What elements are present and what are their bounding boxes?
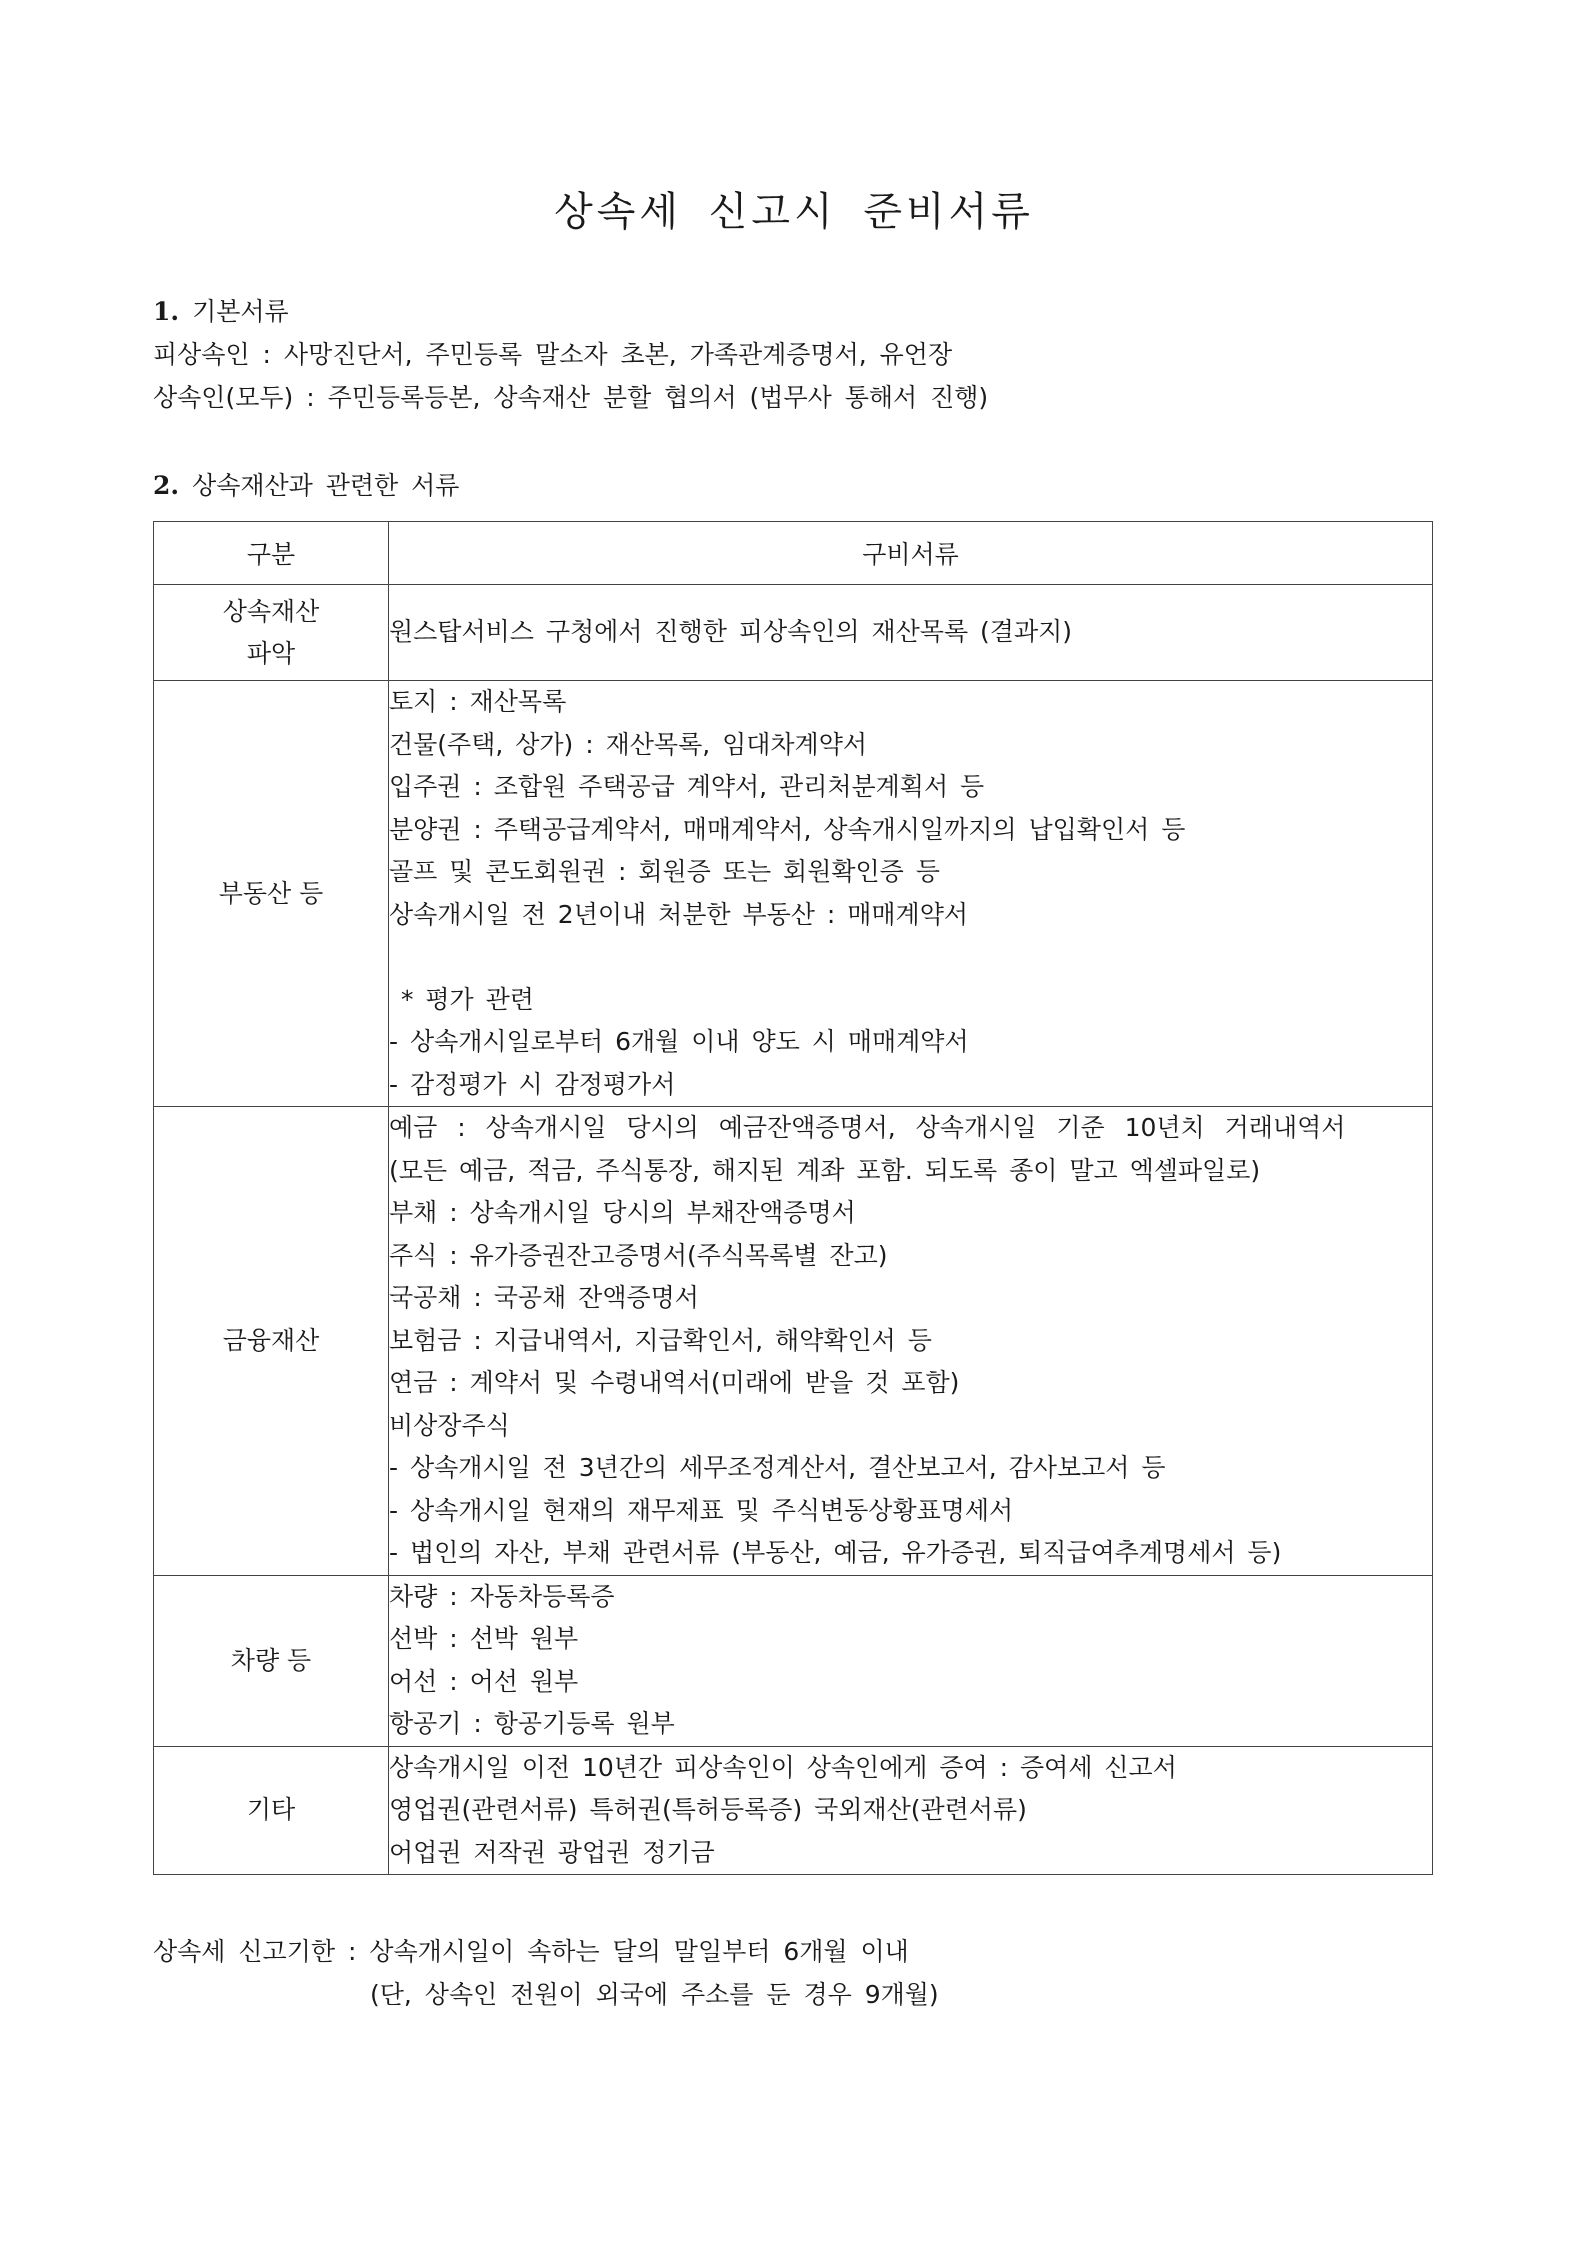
document-item: 항공기 : 항공기등록 원부 <box>389 1709 675 1738</box>
document-item: 건물(주택, 상가) : 재산목록, 임대차계약서 <box>389 729 868 759</box>
document-item: 선박 : 선박 원부 <box>389 1624 579 1653</box>
table-row <box>154 1575 1433 1746</box>
category-line: 차량 등 <box>230 1645 312 1675</box>
table-row <box>154 681 1433 1107</box>
document-item: 연금 : 계약서 및 수령내역서(미래에 받을 것 포함) <box>389 1368 960 1397</box>
row-documents <box>389 681 1433 1107</box>
section1-heading <box>153 292 289 328</box>
document-item: 토지 : 재산목록 <box>389 687 567 716</box>
section1-line-heirs: 상속인(모두) : 주민등록등본, 상속재산 분할 협의서 (법무사 통해서 진행) <box>153 383 989 412</box>
document-item: 상속개시일 이전 10년간 피상속인이 상속인에게 증여 : 증여세 신고서 <box>389 1752 1177 1782</box>
document-item: - 법인의 자산, 부채 관련서류 (부동산, 예금, 유가증권, 퇴직급여추계명세서 등) <box>389 1538 1282 1567</box>
document-item: - 상속개시일 현재의 재무제표 및 주식변동상황표명세서 <box>389 1495 1014 1525</box>
document-item: 어선 : 어선 원부 <box>389 1666 579 1696</box>
document-item: 골프 및 콘도회원권 : 회원증 또는 회원확인증 등 <box>389 857 940 886</box>
document-item: (모든 예금, 적금, 주식통장, 해지된 계좌 포함. 되도록 종이 말고 엑셀파일로) <box>389 1155 1261 1185</box>
document-item: 주식 : 유가증권잔고증명서(주식목록별 잔고) <box>389 1240 888 1270</box>
document-item: 비상장주식 <box>389 1410 510 1440</box>
category-line: 상속재산 <box>222 596 320 626</box>
row-category <box>154 681 389 1107</box>
document-item: 상속개시일 전 2년이내 처분한 부동산 : 매매계약서 <box>389 899 969 929</box>
document-item: 어업권 저작권 광업권 정기금 <box>389 1837 715 1867</box>
document-item: - 상속개시일로부터 6개월 이내 양도 시 매매계약서 <box>389 1027 969 1056</box>
deadline-exception-note: (단, 상속인 전원이 외국에 주소를 둔 경우 9개월) <box>370 1980 939 2009</box>
section2-number: 2. <box>153 471 180 500</box>
section1-heading-text: 기본서류 <box>192 297 289 326</box>
category-line: 부동산 등 <box>218 878 324 908</box>
category-line: 기타 <box>246 1795 296 1825</box>
row-category <box>154 1575 389 1746</box>
document-item: 예금 : 상속개시일 당시의 예금잔액증명서, 상속개시일 기준 10년치 거래내역서 <box>389 1113 1346 1142</box>
document-item: 입주권 : 조합원 주택공급 계약서, 관리처분계획서 등 <box>389 772 985 801</box>
document-item: * 평가 관련 <box>389 984 534 1014</box>
row-documents <box>389 1107 1433 1576</box>
row-category <box>154 1746 389 1875</box>
deadline-note: 상속세 신고기한 : 상속개시일이 속하는 달의 말일부터 6개월 이내 <box>153 1937 909 1966</box>
row-documents <box>389 1746 1433 1875</box>
document-item <box>389 936 1432 979</box>
row-category <box>154 585 389 681</box>
page-title: 상속세 신고시 준비서류 <box>554 189 1034 235</box>
document-item: 영업권(관련서류) 특허권(특허등록증) 국외재산(관련서류) <box>389 1795 1027 1824</box>
header-category: 구분 <box>154 522 389 585</box>
document-item: 부채 : 상속개시일 당시의 부채잔액증명서 <box>389 1198 856 1227</box>
document-item: - 상속개시일 전 3년간의 세무조정계산서, 결산보고서, 감사보고서 등 <box>389 1453 1166 1482</box>
document-item: 보험금 : 지급내역서, 지급확인서, 해약확인서 등 <box>389 1325 932 1355</box>
section2-heading-text: 상속재산과 관련한 서류 <box>192 471 460 500</box>
category-line: 파악 <box>246 638 296 668</box>
documents-table <box>153 521 1433 1875</box>
document-item: 국공채 : 국공채 잔액증명서 <box>389 1283 699 1312</box>
section1-number: 1. <box>153 297 180 326</box>
document-item: 분양권 : 주택공급계약서, 매매계약서, 상속개시일까지의 납입확인서 등 <box>389 814 1186 844</box>
document-item: 차량 : 자동차등록증 <box>389 1581 615 1611</box>
category-line: 금융재산 <box>222 1325 320 1355</box>
row-category <box>154 1107 389 1576</box>
table-row <box>154 585 1433 681</box>
document-item: - 감정평가 시 감정평가서 <box>389 1069 676 1099</box>
header-documents: 구비서류 <box>389 522 1433 585</box>
table-row <box>154 1107 1433 1576</box>
row-documents <box>389 585 1433 681</box>
row-documents <box>389 1575 1433 1746</box>
table-row <box>154 1746 1433 1875</box>
document-item: 원스탑서비스 구청에서 진행한 피상속인의 재산목록 (결과지) <box>389 617 1072 647</box>
section1-line-decedent: 피상속인 : 사망진단서, 주민등록 말소자 초본, 가족관계증명서, 유언장 <box>153 340 953 369</box>
section2-heading <box>153 466 459 502</box>
table-header-row <box>154 522 1433 585</box>
